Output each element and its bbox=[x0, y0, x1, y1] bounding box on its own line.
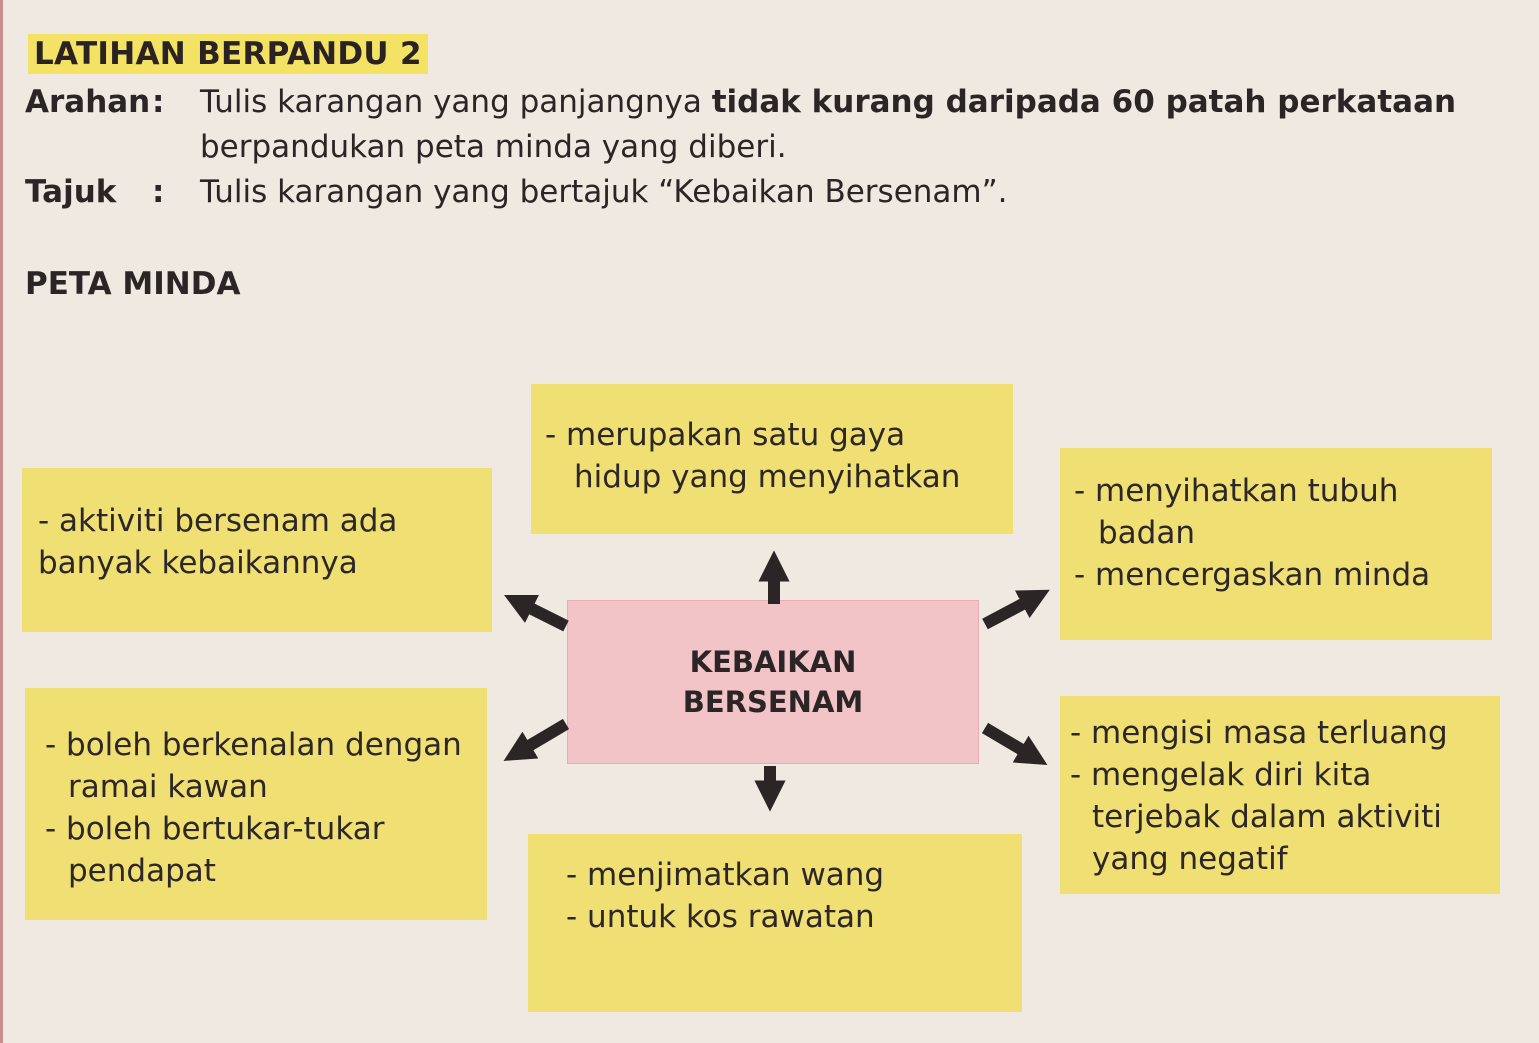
box-top-right-line: - mencergaskan minda bbox=[1074, 557, 1431, 593]
arahan-colon: : bbox=[152, 84, 165, 120]
box-top-line: hidup yang menyihatkan bbox=[574, 459, 961, 495]
mindmap-box-top-left bbox=[22, 468, 492, 632]
box-top-left-line: - aktiviti bersenam ada bbox=[38, 503, 398, 539]
mindmap-box-bottom-left bbox=[25, 688, 487, 920]
box-top-left-line: banyak kebaikannya bbox=[38, 545, 358, 581]
box-bottom-left-line: - boleh bertukar-tukar bbox=[45, 811, 385, 847]
tajuk-label: Tajuk bbox=[25, 174, 117, 210]
arahan-text-line1 bbox=[200, 80, 1456, 124]
tajuk-text: Tulis karangan yang bertajuk “Kebaikan Bersenam”. bbox=[200, 174, 1008, 210]
arahan-label: Arahan bbox=[25, 84, 151, 120]
arrow-down-left bbox=[517, 724, 566, 753]
arahan-text-plain: Tulis karangan yang panjangnya bbox=[200, 84, 712, 120]
page-edge-rule bbox=[0, 0, 3, 1043]
box-bottom-line: - untuk kos rawatan bbox=[566, 899, 875, 935]
arahan-text-bold: tidak kurang daripada 60 patah perkataan bbox=[711, 84, 1457, 120]
center-topic-line: KEBAIKAN bbox=[689, 645, 857, 679]
arahan-text-line2: berpandukan peta minda yang diberi. bbox=[200, 129, 787, 165]
box-top-line: - merupakan satu gaya bbox=[545, 417, 906, 453]
box-bottom-right-line: yang negatif bbox=[1092, 841, 1288, 877]
center-topic-line: BERSENAM bbox=[682, 685, 864, 719]
box-bottom-left-line: - boleh berkenalan dengan bbox=[45, 727, 462, 763]
mindmap-box-bottom-right bbox=[1060, 696, 1500, 894]
box-bottom-right-line: - mengelak diri kita bbox=[1070, 757, 1372, 793]
box-bottom-right-line: - mengisi masa terluang bbox=[1070, 715, 1448, 751]
tajuk-colon: : bbox=[152, 174, 165, 210]
mindmap-center-topic bbox=[567, 600, 979, 764]
box-bottom-left-line: pendapat bbox=[68, 853, 216, 889]
mindmap-box-top bbox=[531, 384, 1013, 534]
arrow-up-left bbox=[518, 602, 566, 626]
box-bottom-left-line: ramai kawan bbox=[68, 769, 268, 805]
exercise-heading: LATIHAN BERPANDU 2 bbox=[28, 34, 428, 74]
arrow-up-right bbox=[985, 597, 1036, 624]
box-bottom-line: - menjimatkan wang bbox=[566, 857, 885, 893]
box-top-right-line: - menyihatkan tubuh bbox=[1074, 473, 1399, 509]
box-bottom-right-line: terjebak dalam aktiviti bbox=[1092, 799, 1442, 835]
mindmap-box-bottom bbox=[528, 834, 1022, 1012]
peta-minda-title: PETA MINDA bbox=[25, 266, 241, 302]
mindmap-box-top-right bbox=[1060, 448, 1492, 640]
arrow-down-right bbox=[985, 728, 1034, 757]
box-top-right-line: badan bbox=[1098, 515, 1195, 551]
